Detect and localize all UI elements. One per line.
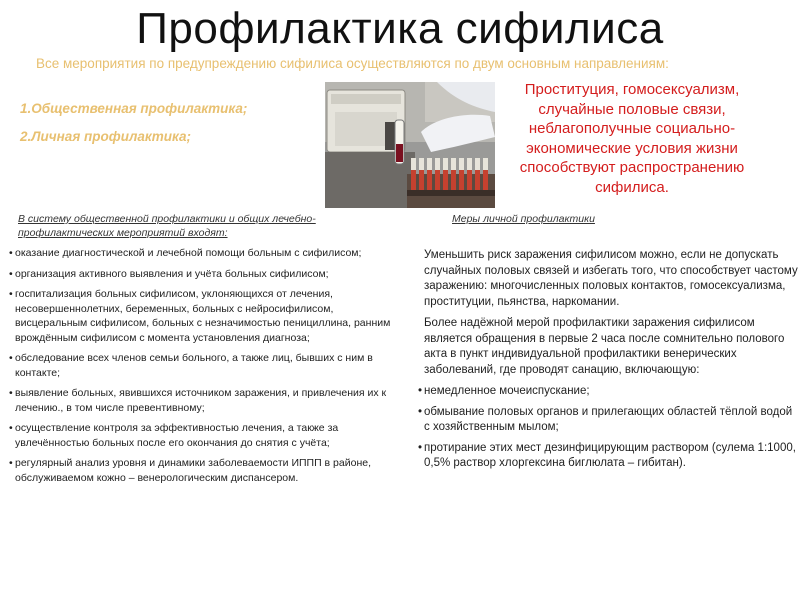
personal-prevention-paragraph: Уменьшить риск заражения сифилисом можно, если не допускать случайных половых связей и избегать того, что способствует частому заражению: многочисленных половых контактов, гомосексуализма, проституции, пьянства, наркомании. [424, 249, 798, 308]
list-item: • немедленное мочеиспускание; [417, 384, 800, 400]
page-title: Профилактика сифилиса [136, 4, 664, 53]
list-item: • организация активного выявления и учёта больных сифилисом; [6, 267, 401, 282]
list-item: • протирание этих мест дезинфицирующим раствором (сулема 1:1000, 0,5% раствор хлоргексина биглюлата – гибитан). [417, 441, 800, 472]
sanitation-steps-list [417, 384, 800, 472]
list-item: • обследование всех членов семьи больного, а также лиц, бывших с ним в контакте; [6, 351, 401, 380]
list-item: • регулярный анализ уровня и динамики заболеваемости ИППП в районе, обслуживаемом кожно – венерологическим диспансером. [6, 456, 401, 485]
lab-test-tube-photo [325, 82, 495, 208]
personal-prevention-paragraph: Более надёжной мерой профилактики заражения сифилисом является обращения в первые 2 часа после сомнительно полового акта в пункт индивидуальной профилактики венерических заболеваний, где проводят санацию, включающую: [424, 317, 785, 376]
list-item: • госпитализация больных сифилисом, уклоняющихся от лечения, несовершеннолетних, беременных, больных с нейросифилисом, висцеральным сифилисом, больных с незначимостью пенициллина, ранним врождённым сифилисом с момента установления диагноза; [6, 287, 401, 345]
prevention-type-personal: 2.Личная профилактика; [20, 129, 191, 144]
list-item: • осуществление контроля за эффективностью лечения, а также за увлечённостью больных после его окончания до снятия с учёта; [6, 421, 401, 450]
prevention-types-list [20, 101, 247, 157]
intro-text: Все мероприятия по предупреждению сифилиса осуществляются по двум основным направлениям: [36, 56, 669, 71]
list-item: • оказание диагностической и лечебной помощи больным с сифилисом; [6, 246, 401, 261]
public-prevention-list [6, 246, 401, 491]
list-item: • выявление больных, явившихся источником заражения, и привлечения их к лечению., в том числе превентивному; [6, 386, 401, 415]
personal-prevention-heading: Меры личной профилактики [452, 213, 595, 225]
prevention-type-public: 1.Общественная профилактика; [20, 101, 248, 116]
list-item: • обмывание половых органов и прилегающих областей тёплой водой с хозяйственным мылом; [417, 405, 800, 436]
personal-prevention-block [424, 248, 800, 477]
risk-factors-text: Проституция, гомосексуализм, случайные половые связи, неблагополучные социально-экономические условия жизни способствуют распространению сифилиса. [519, 81, 745, 196]
public-prevention-heading: В систему общественной профилактики и общих лечебно-профилактических мероприятий входят: [18, 213, 316, 239]
